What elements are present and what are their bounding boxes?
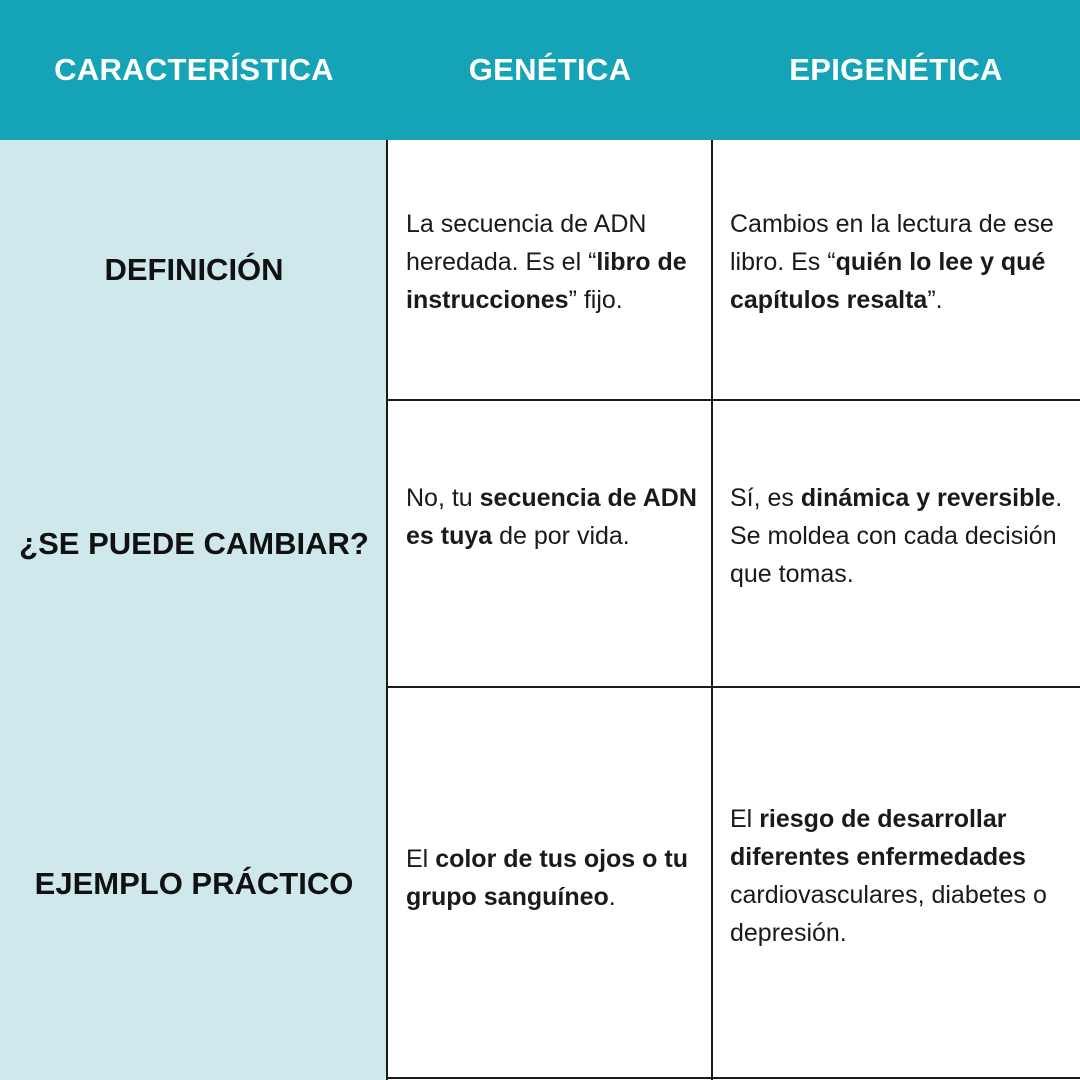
row-label-ejemplo-practico: EJEMPLO PRÁCTICO <box>34 866 354 901</box>
cell-ejemplo-epigenetica <box>730 800 1076 960</box>
grid-line-row2 <box>387 686 1080 688</box>
cell-text: El <box>406 845 436 873</box>
cell-bold-text: quién lo lee y qué capítulos resalta <box>730 248 1046 314</box>
cell-ejemplo-genetica <box>406 840 706 920</box>
cell-cambiar-epigenetica <box>730 479 1076 596</box>
row-label-definicion: DEFINICIÓN <box>104 251 284 287</box>
grid-line-middle <box>711 140 713 1080</box>
header-epigenetica: EPIGENÉTICA <box>789 52 1003 87</box>
cell-text: El <box>730 805 760 833</box>
cell-bold-text: color de tus ojos o tu grupo sanguíneo <box>406 845 688 911</box>
cell-bold-text: riesgo de desarrollar diferentes enfermedades <box>730 805 1026 871</box>
cell-bold-text: libro de instrucciones <box>406 248 687 314</box>
cell-text: ”. <box>927 286 943 314</box>
cell-text: cardiovasculares, diabetes o depresión. <box>730 881 1047 947</box>
grid-line-bottom <box>387 1077 1080 1079</box>
grid-line-left <box>386 140 388 1080</box>
row-label-se-puede-cambiar: ¿SE PUEDE CAMBIAR? <box>19 525 369 561</box>
cell-text: . Se moldea con cada decisión que tomas. <box>730 484 1063 588</box>
cell-bold-text: secuencia de ADN es tuya <box>406 484 697 550</box>
header-genetica: GENÉTICA <box>468 52 632 87</box>
table-header <box>0 0 1080 140</box>
cell-definicion-epigenetica <box>730 205 1076 322</box>
cell-text: Sí, es <box>730 484 801 512</box>
cell-text: La secuencia de ADN heredada. Es el “ <box>406 210 647 276</box>
header-caracteristica: CARACTERÍSTICA <box>54 52 334 87</box>
cell-text: . <box>608 883 616 911</box>
cell-definicion-genetica <box>406 205 706 322</box>
grid-line-row1 <box>387 399 1080 401</box>
cell-text: No, tu <box>406 484 480 512</box>
cell-text: ” fijo. <box>568 286 623 314</box>
cell-text: de por vida. <box>492 522 630 550</box>
cell-cambiar-genetica <box>406 479 706 596</box>
cell-bold-text: dinámica y reversible <box>800 484 1056 512</box>
cell-text: Cambios en la lectura de ese libro. Es “ <box>730 210 1054 276</box>
